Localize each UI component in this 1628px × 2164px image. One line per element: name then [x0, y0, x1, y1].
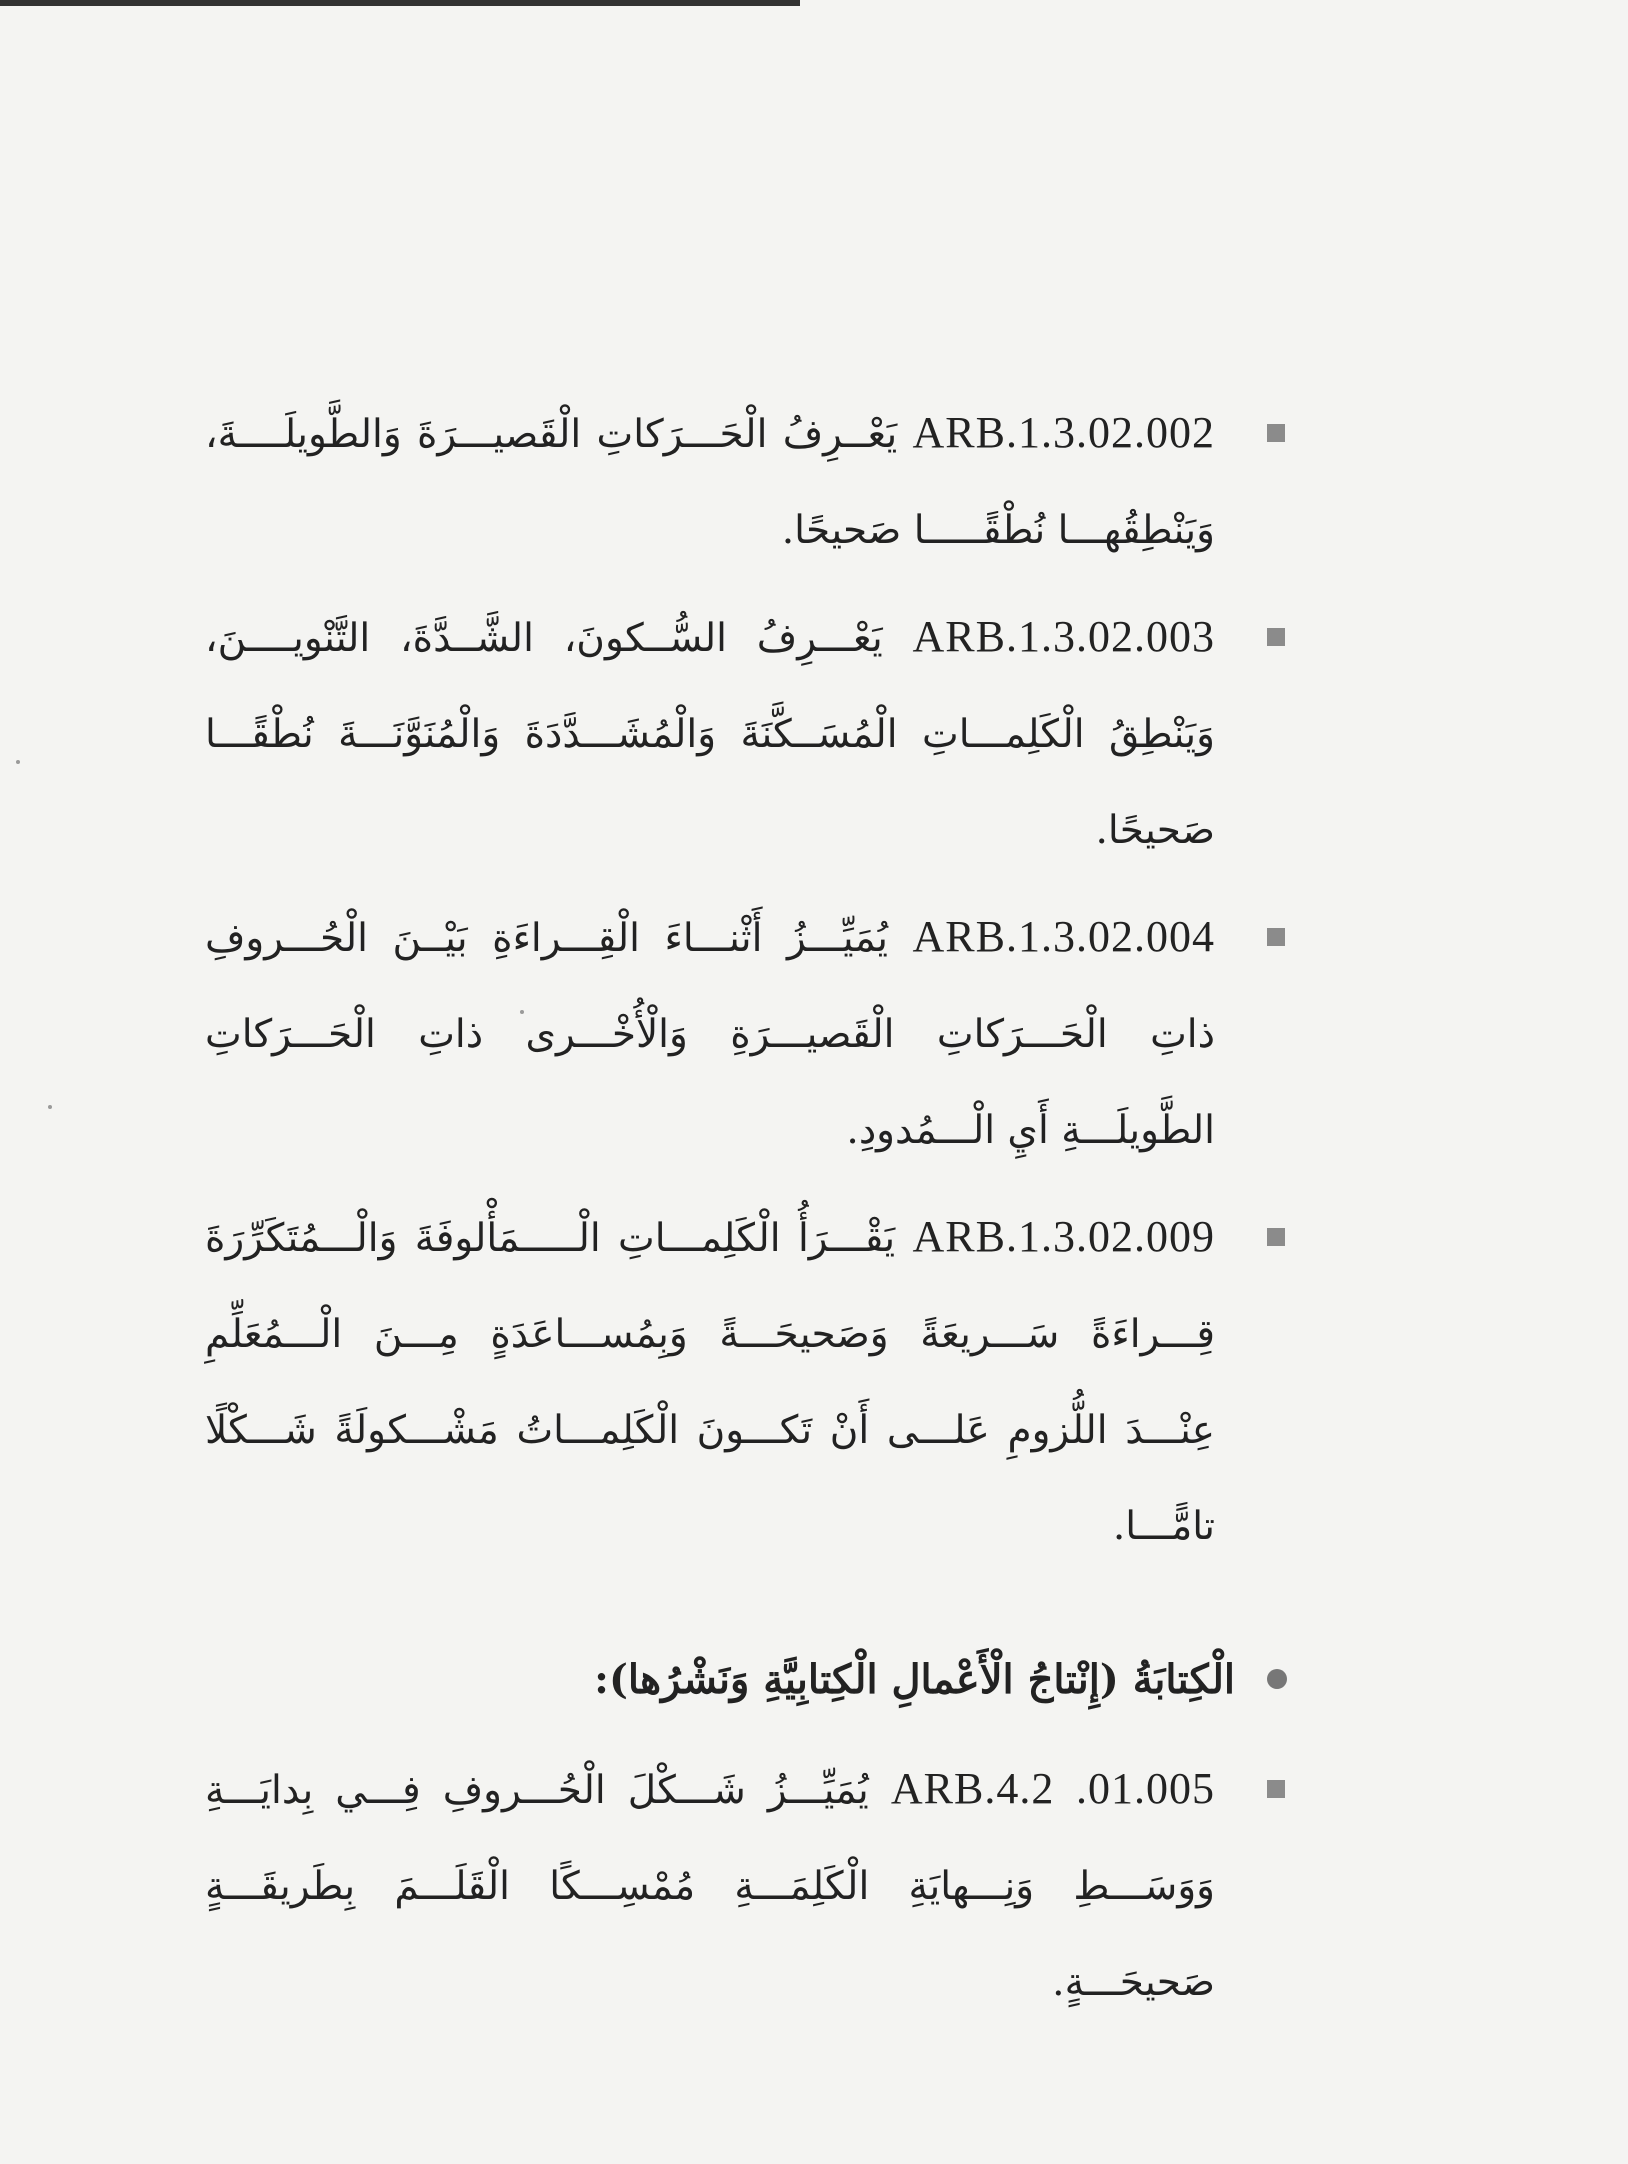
outcome-text: يَعْــرِفُ الْحَـــرَكاتِ الْقَصيـــرَةَ وَالطَّويلَــــةَ، وَيَنْطِقُهـــا نُطْقًـــــا صَحيحًا. [205, 412, 1215, 553]
outcome-text: يُمَيِّـــزُ أَثْنـــاءَ الْقِـــراءَةِ بَيْــنَ الْحُـــروفِ ذاتِ الْحَـــرَكاتِ الْقَصيـــرَةِ وَالْأُخْـــرى ذاتِ الْحَـــرَكاتِ الطَّويلَـــةِ أَيِ الْـــمُدودِ. [205, 916, 1215, 1153]
scan-speck [16, 760, 20, 764]
document-page [205, 385, 1245, 2041]
section-title: الْكِتابَةُ (إِنْتاجُ الْأَعْمالِ الْكِتابِيَّةِ وَنَشْرُها): [594, 1656, 1235, 1703]
outcome-code: ARB.1.3.02.002 [912, 408, 1215, 457]
outcome-item [205, 889, 1245, 1179]
scan-speck [48, 1105, 52, 1109]
outcome-text: يَقْـــرَأُ الْكَلِمـــاتِ الْـــــمَأْلوفَةَ وَالْـــمُتَكَرِّرَةَ قِـــراءَةً سَـــريعَةً وَصَحيحَـــةً وَبِمُســـاعَدَةٍ مِـــنَ الْـــمُعَلِّمِ عِنْـــدَ اللُّزومِ عَلـــى أَنْ تَكـــونَ الْكَلِمـــاتُ مَشْـــكولَةً شَـــكْلًا تامًّـــا. [205, 1216, 1215, 1549]
square-bullet-icon [1267, 424, 1285, 442]
scan-top-edge [0, 0, 800, 6]
outcome-item [205, 385, 1245, 579]
outcome-item [205, 1189, 1245, 1575]
square-bullet-icon [1267, 1228, 1285, 1246]
outcome-code: ARB.4.2 .01.005 [890, 1764, 1215, 1813]
round-bullet-icon [1267, 1669, 1287, 1689]
square-bullet-icon [1267, 1780, 1285, 1798]
outcome-code: ARB.1.3.02.003 [912, 612, 1215, 661]
outcome-item [205, 1741, 1245, 2031]
section-heading [205, 1637, 1245, 1723]
square-bullet-icon [1267, 928, 1285, 946]
outcome-code: ARB.1.3.02.009 [912, 1212, 1215, 1261]
outcome-item [205, 589, 1245, 879]
outcome-code: ARB.1.3.02.004 [912, 912, 1215, 961]
outcome-text: يَعْـــرِفُ السُّــكونَ، الشَّــدَّةَ، التَّنْويــــنَ، وَيَنْطِقُ الْكَلِمـــاتِ الْمُسَــكَّنَةَ وَالْمُشَـــدَّدَةَ وَالْمُنَوَّنَـــةَ نُطْقًـــا صَحيحًا. [205, 616, 1215, 853]
square-bullet-icon [1267, 628, 1285, 646]
outcome-text: يُمَيِّـــزُ شَـــكْلَ الْحُـــروفِ فِـــي بِدايَـــةِ وَوَسَـــطِ وَنِـــهايَةِ الْكَلِمَـــةِ مُمْسِـــكًا الْقَلَـــمَ بِطَريقَـــةٍ صَحيحَـــةٍ. [205, 1768, 1215, 2005]
